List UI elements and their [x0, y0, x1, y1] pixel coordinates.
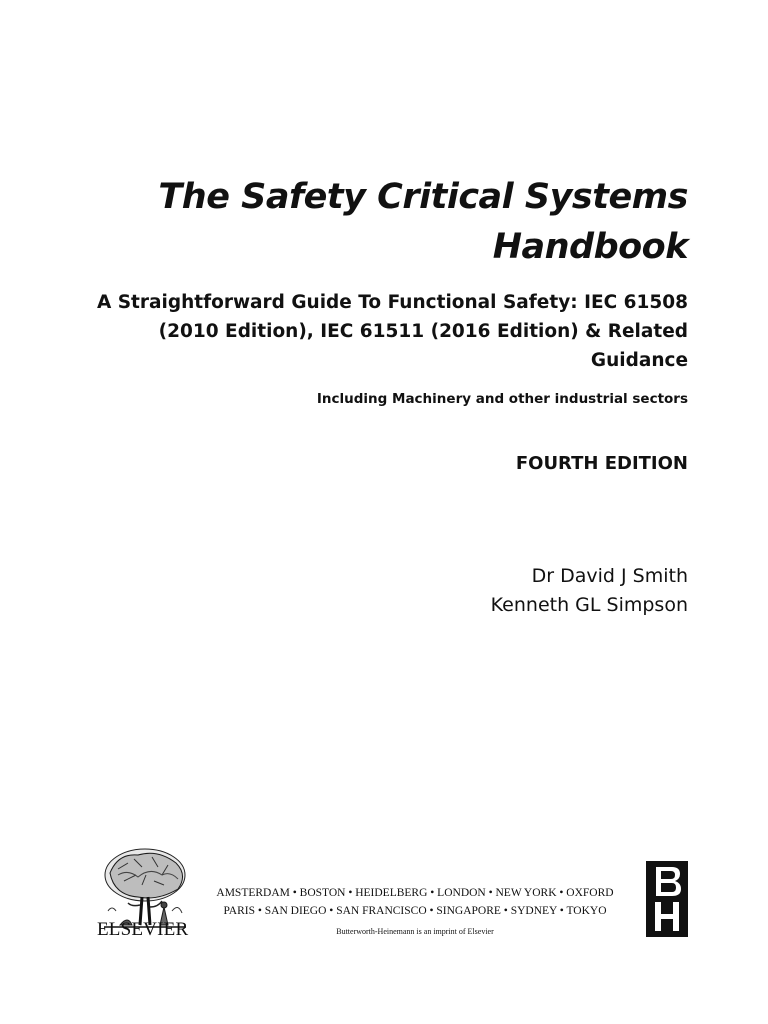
book-subtitle: [88, 288, 688, 375]
book-subtitle-line-1: A Straightforward Guide To Functional Safety: IEC 61508: [96, 292, 688, 313]
author-1: Dr David J Smith: [531, 565, 688, 587]
imprint-note: Butterworth-Heinemann is an imprint of Elsevier: [336, 927, 494, 936]
publisher-cities: [210, 884, 620, 920]
publisher-cities-line-2: PARIS • SAN DIEGO • SAN FRANCISCO • SINGAPORE • SYDNEY • TOKYO: [223, 905, 607, 917]
bh-logo-icon: [646, 861, 688, 937]
book-subtitle-line-2: (2010 Edition), IEC 61511 (2016 Edition) & Related: [158, 321, 688, 342]
author-2: Kenneth GL Simpson: [490, 594, 688, 616]
sectors-note: Including Machinery and other industrial sectors: [316, 391, 688, 407]
book-title: [88, 172, 688, 272]
edition-label: FOURTH EDITION: [515, 453, 688, 474]
book-title-line-1: The Safety Critical Systems: [158, 177, 688, 217]
book-subtitle-line-3: Guidance: [590, 350, 688, 371]
book-title-line-2: Handbook: [492, 227, 688, 267]
elsevier-wordmark: ELSEVIER: [97, 919, 189, 940]
authors: [88, 562, 688, 620]
publisher-cities-line-1: AMSTERDAM • BOSTON • HEIDELBERG • LONDON • NEW YORK • OXFORD: [216, 887, 614, 899]
